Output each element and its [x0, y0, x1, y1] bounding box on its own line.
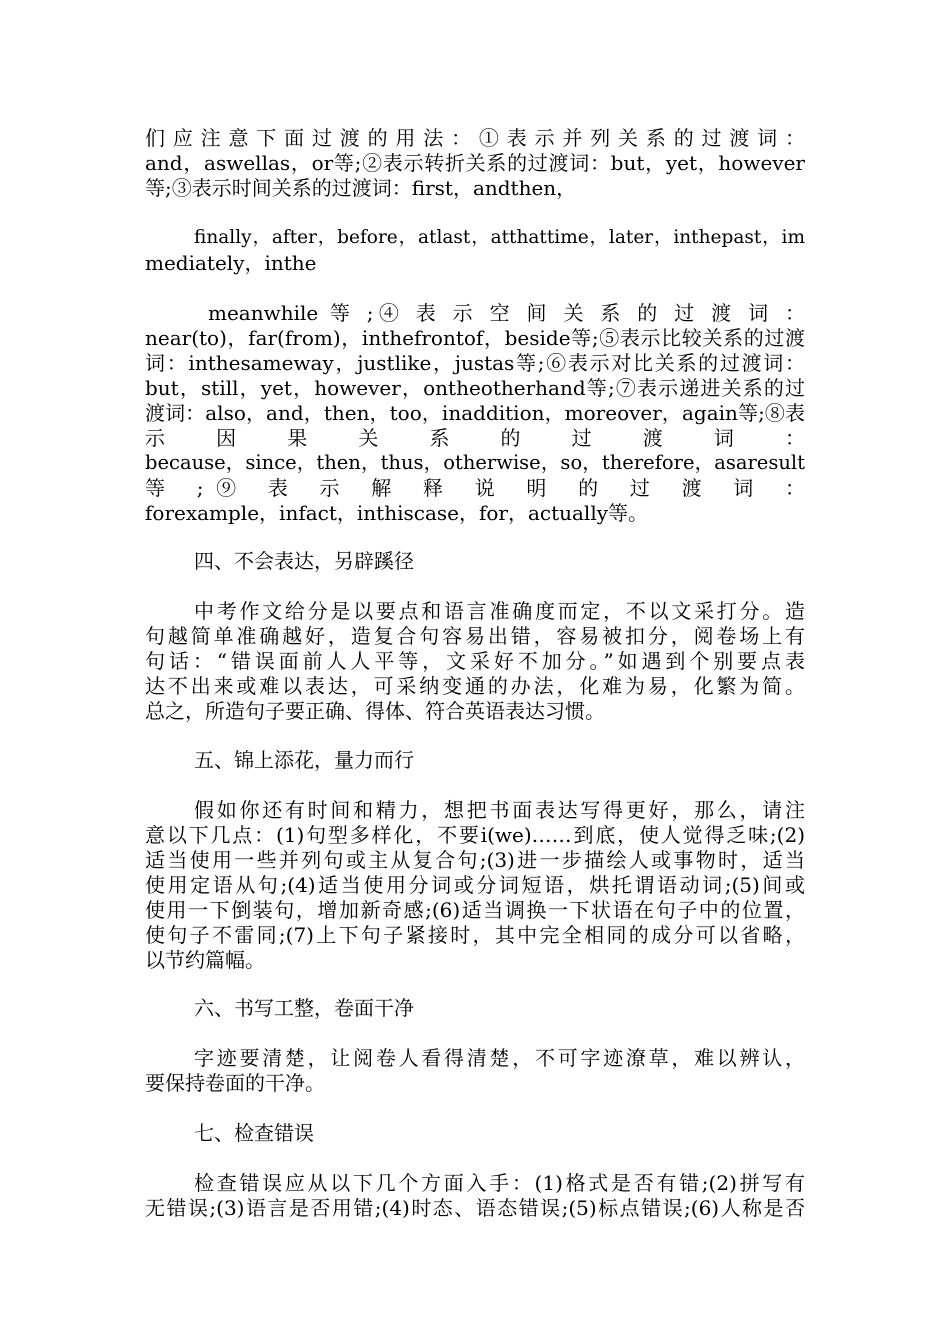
text-line: 以节约篇幅。	[145, 948, 265, 972]
section-heading: 四、不会表达，另辟蹊径	[194, 549, 414, 573]
text-line: 们应注意下面过渡的用法：①表示并列关系的过渡词：	[145, 126, 805, 150]
text-line: 适当使用一些并列句或主从复合句;(3)进一步描绘人或事物时，适当	[145, 848, 805, 872]
text-line: 检查错误应从以下几个方面入手：(1)格式是否有错;(2)拼写有	[194, 1171, 805, 1195]
section-heading: 六、书写工整，卷面干净	[194, 996, 414, 1020]
text-line: mediately，inthe	[145, 251, 317, 275]
text-line: 句越简单准确越好，造复合句容易出错，容易被扣分，阅卷场上有	[145, 624, 805, 648]
text-line: 等 ;⑨ 表 示 解 释 说 明 的 过 渡 词 ：	[145, 476, 805, 500]
text-line: and，aswellas，or等;②表示转折关系的过渡词：but，yet，however	[145, 151, 805, 175]
text-line: 意以下几点：(1)句型多样化，不要i(we)……到底，使人觉得乏味;(2)	[145, 823, 805, 847]
section-heading: 七、检查错误	[194, 1121, 314, 1145]
text-line: 渡词：also，and，then，too，inaddition，moreover，again等;⑧表	[145, 401, 805, 425]
text-line: but，still，yet，however，ontheotherhand等;⑦表示递进关系的过	[145, 376, 805, 400]
text-line: 假如你还有时间和精力，想把书面表达写得更好，那么，请注	[194, 798, 805, 822]
text-line: 使用定语从句;(4)适当使用分词或分词短语，烘托谓语动词;(5)间或	[145, 873, 805, 897]
text-line: 示 因 果 关 系 的 过 渡 词 ：	[145, 426, 805, 450]
text-line: meanwhile 等 ;④ 表 示 空 间 关 系 的 过 渡 词 ：	[208, 301, 805, 325]
text-line: finally，after，before，atlast，atthattime，later，inthepast，im	[194, 227, 805, 248]
text-line: forexample，infact，inthiscase，for，actually等。	[145, 501, 649, 525]
text-line: 总之，所造句子要正确、得体、符合英语表达习惯。	[145, 699, 605, 723]
text-line: 无错误;(3)语言是否用错;(4)时态、语态错误;(5)标点错误;(6)人称是否	[145, 1196, 805, 1220]
text-line: 字迹要清楚，让阅卷人看得清楚，不可字迹潦草，难以辨认，	[194, 1046, 805, 1070]
text-line: 使用一下倒装句，增加新奇感;(6)适当调换一下状语在句子中的位置，	[145, 898, 805, 922]
text-line: 词：inthesameway，justlike，justas等;⑥表示对比关系的过渡词：	[145, 351, 805, 375]
text-line: 要保持卷面的干净。	[145, 1071, 325, 1095]
text-line: 句话：“错误面前人人平等，文采好不加分。”如遇到个别要点表	[145, 649, 805, 673]
text-line: 使句子不雷同;(7)上下句子紧接时，其中完全相同的成分可以省略，	[145, 923, 805, 947]
section-heading: 五、锦上添花，量力而行	[194, 748, 414, 772]
text-line: 中考作文给分是以要点和语言准确度而定，不以文采打分。造	[194, 599, 805, 623]
text-line: near(to)，far(from)，inthefrontof，beside等;⑤表示比较关系的过渡	[145, 326, 805, 350]
text-line: 达不出来或难以表达，可采纳变通的办法，化难为易，化繁为简。	[145, 674, 805, 698]
text-line: 等;③表示时间关系的过渡词：first，andthen，	[145, 176, 577, 200]
text-line: because，since，then，thus，otherwise，so，therefore，asaresult	[145, 451, 805, 474]
